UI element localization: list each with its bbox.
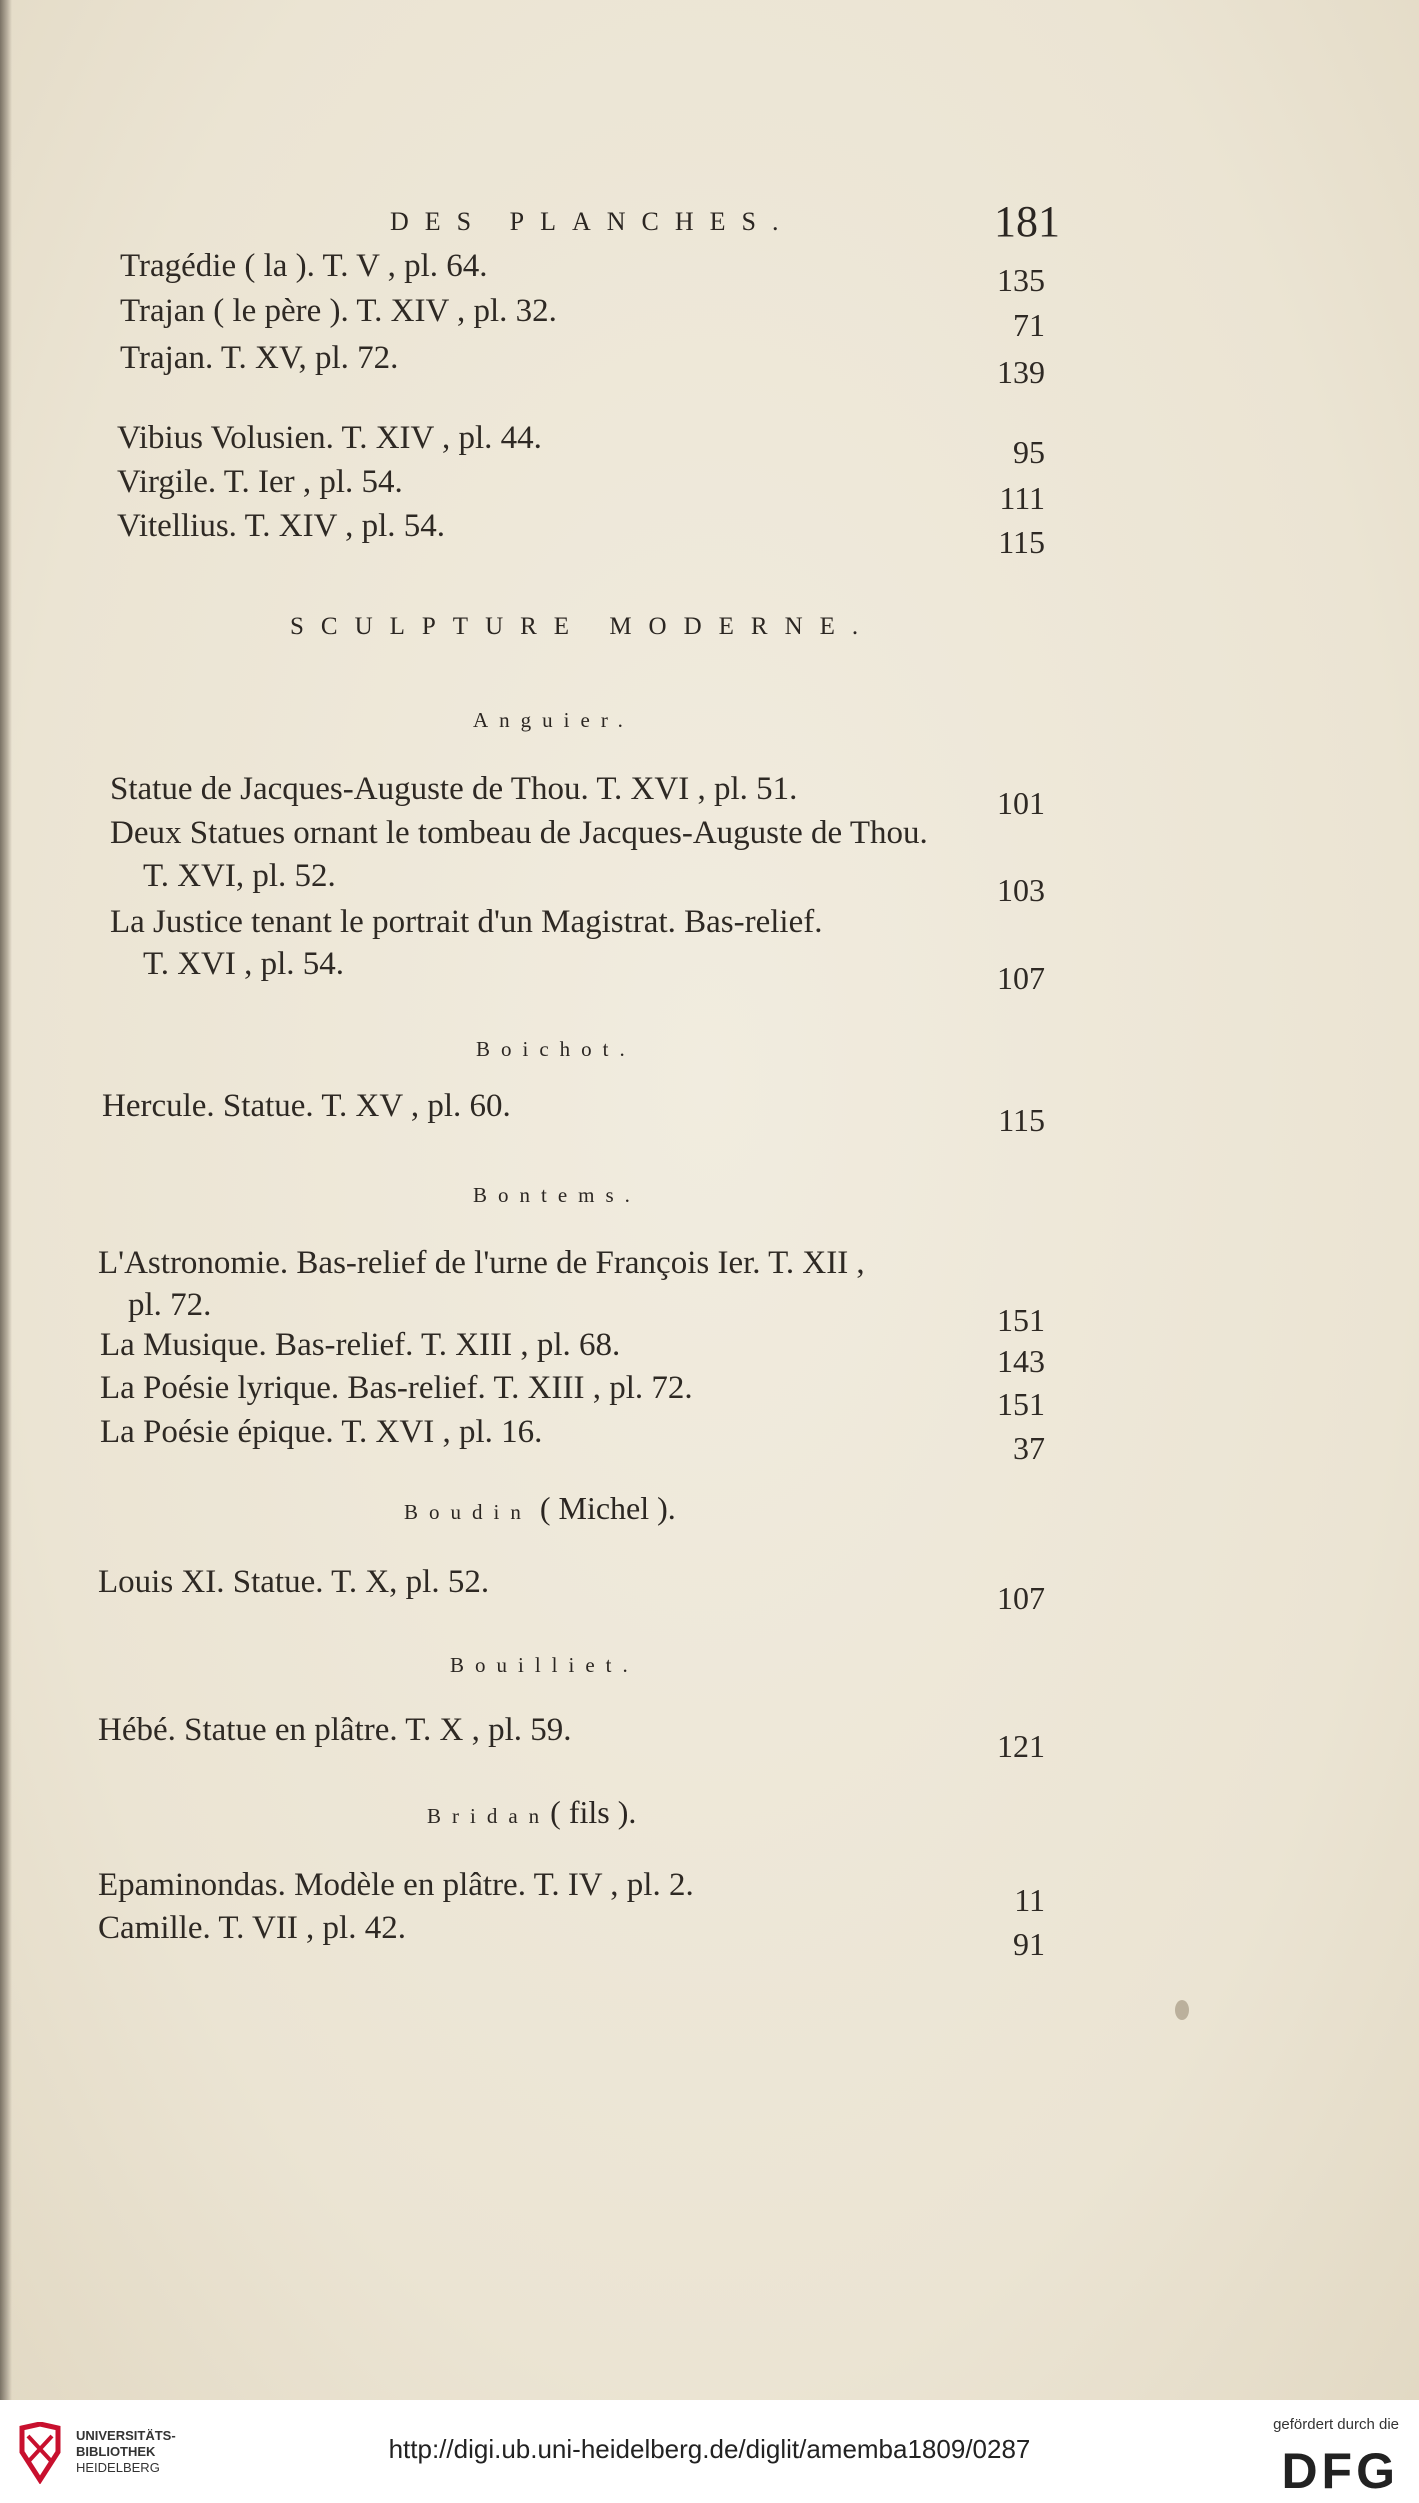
entry-page: 115	[998, 1102, 1045, 1138]
entry-text: Trajan. T. XV, pl. 72.	[120, 340, 399, 376]
entry-page: 103	[997, 872, 1045, 908]
entry-text: Statue de Jacques-Auguste de Thou. T. XVI , pl. 51.	[110, 771, 798, 807]
entry-text: La Poésie lyrique. Bas-relief. T. XIII , pl. 72.	[100, 1370, 693, 1406]
page-number: 181	[994, 197, 1060, 246]
entry-page: 115	[998, 524, 1045, 560]
permalink-url[interactable]: http://digi.ub.uni-heidelberg.de/diglit/amemba1809/0287	[388, 2434, 1031, 2464]
entry-text: L'Astronomie. Bas-relief de l'urne de François Ier. T. XII ,	[98, 1245, 865, 1281]
entry-text: Hercule. Statue. T. XV , pl. 60.	[102, 1088, 511, 1124]
entry-text: Epaminondas. Modèle en plâtre. T. IV , pl. 2.	[98, 1867, 694, 1903]
dfg-logo: DFG	[1281, 2443, 1399, 2499]
entry-page: 107	[997, 1580, 1045, 1616]
entry-page: 151	[997, 1302, 1045, 1338]
entry-text: Vibius Volusien. T. XIV , pl. 44.	[117, 420, 542, 456]
entry-page: 135	[997, 262, 1045, 298]
artist-heading-boichot: Boichot.	[476, 1037, 636, 1061]
paper-stain	[1175, 2000, 1189, 2020]
viewer-footer	[0, 2400, 1419, 2503]
entry-page: 107	[997, 960, 1045, 996]
entry-page: 91	[1013, 1926, 1045, 1962]
entry-page: 139	[997, 354, 1045, 390]
entry-page: 71	[1013, 307, 1045, 343]
funder-label: gefördert durch die	[1273, 2416, 1399, 2433]
entry-text: Virgile. T. Ier , pl. 54.	[117, 464, 403, 500]
entry-text-continued: pl. 72.	[128, 1287, 212, 1323]
entry-text: La Justice tenant le portrait d'un Magistrat. Bas-relief.	[110, 904, 823, 940]
entry-text: Trajan ( le père ). T. XIV , pl. 32.	[120, 293, 557, 329]
entry-text: Vitellius. T. XIV , pl. 54.	[117, 508, 446, 544]
entry-page: 143	[997, 1343, 1045, 1379]
artist-heading-bridan: Bridan( fils ).	[427, 1794, 637, 1830]
artist-heading-bontems: Bontems.	[473, 1183, 641, 1207]
entry-text-continued: T. XVI, pl. 52.	[143, 858, 336, 894]
entry-page: 37	[1013, 1430, 1045, 1466]
entry-page: 101	[997, 785, 1045, 821]
entry-page: 95	[1013, 434, 1045, 470]
entry-text: Louis XI. Statue. T. X, pl. 52.	[98, 1564, 490, 1600]
entry-page: 111	[999, 480, 1045, 516]
running-header: DES PLANCHES.	[390, 207, 795, 236]
entry-page: 121	[997, 1728, 1045, 1764]
entry-page: 151	[997, 1386, 1045, 1422]
library-name: UNIVERSITÄTS- BIBLIOTHEK HEIDELBERG	[76, 2428, 176, 2475]
entry-text: La Musique. Bas-relief. T. XIII , pl. 68.	[100, 1327, 621, 1363]
entry-page: 11	[1014, 1882, 1045, 1918]
entry-text-continued: T. XVI , pl. 54.	[143, 946, 345, 982]
entry-text: La Poésie épique. T. XVI , pl. 16.	[100, 1414, 543, 1450]
page-edge	[0, 0, 12, 2400]
entry-text: Deux Statues ornant le tombeau de Jacques-Auguste de Thou.	[110, 815, 928, 851]
artist-heading-anguier: Anguier.	[473, 708, 634, 732]
entry-text: Camille. T. VII , pl. 42.	[98, 1910, 406, 1946]
entry-text: Hébé. Statue en plâtre. T. X , pl. 59.	[98, 1712, 572, 1748]
entry-text: Tragédie ( la ). T. V , pl. 64.	[120, 248, 488, 284]
section-title: SCULPTURE MODERNE.	[290, 613, 876, 640]
artist-heading-boudin: Boudin ( Michel ).	[404, 1490, 676, 1526]
artist-heading-bouilliet: Bouilliet.	[450, 1653, 639, 1677]
